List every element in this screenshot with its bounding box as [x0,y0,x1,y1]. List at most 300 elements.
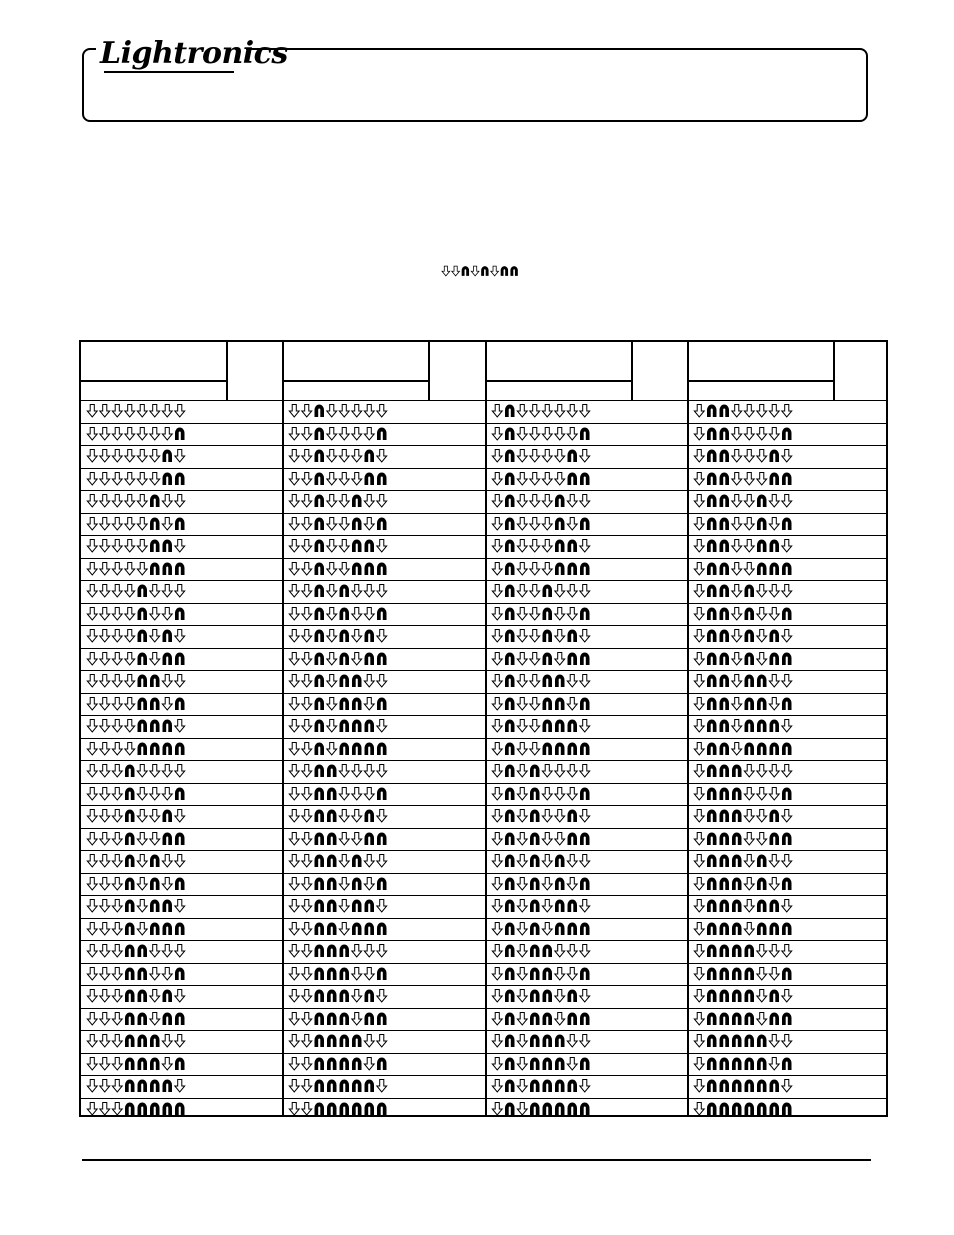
switch-up-icon [352,495,362,508]
switch-up-icon [505,630,515,643]
column-group-divider [282,342,284,1115]
switch-up-icon [732,787,742,800]
table-row-line [81,445,886,446]
down-arrow-icon [87,720,97,733]
down-arrow-icon [517,945,527,958]
switch-up-icon [580,652,590,665]
down-arrow-icon [542,765,552,778]
switch-up-icon [150,900,160,913]
switch-up-icon [744,990,754,1003]
down-arrow-icon [327,697,337,710]
down-arrow-icon [100,1057,110,1070]
down-arrow-icon [554,990,564,1003]
switch-up-icon [327,787,337,800]
switch-up-icon [719,517,729,530]
down-arrow-icon [87,405,97,418]
switch-up-icon [530,832,540,845]
down-arrow-icon [542,405,552,418]
switch-up-icon [757,540,767,553]
down-arrow-icon [542,472,552,485]
switch-up-icon [757,495,767,508]
down-arrow-icon [87,675,97,688]
switch-up-icon [138,720,148,733]
switch-up-icon [769,562,779,575]
down-arrow-icon [100,945,110,958]
down-arrow-icon [87,652,97,665]
down-arrow-icon [112,675,122,688]
down-arrow-icon [567,787,577,800]
switch-up-icon [315,877,325,890]
down-arrow-icon [492,922,502,935]
down-arrow-icon [125,585,135,598]
switch-up-icon [542,585,552,598]
switch-up-icon [505,877,515,890]
down-arrow-icon [694,630,704,643]
down-arrow-icon [744,427,754,440]
switch-up-icon [163,562,173,575]
switch-up-icon [315,652,325,665]
switch-up-icon [744,675,754,688]
down-arrow-icon [744,922,754,935]
down-arrow-icon [782,900,792,913]
down-arrow-icon [125,495,135,508]
down-arrow-icon [112,1057,122,1070]
switch-up-icon [580,832,590,845]
down-arrow-icon [175,720,185,733]
switch-up-icon [315,697,325,710]
switch-up-icon [163,922,173,935]
down-arrow-icon [757,405,767,418]
down-arrow-icon [377,450,387,463]
switch-up-icon [769,810,779,823]
down-arrow-icon [302,675,312,688]
dip-switch-code [693,561,793,577]
down-arrow-icon [125,742,135,755]
switch-up-icon [530,1035,540,1048]
switch-up-icon [580,1012,590,1025]
switch-up-icon [707,517,717,530]
down-arrow-icon [732,607,742,620]
switch-up-icon [567,630,577,643]
switch-up-icon [719,652,729,665]
down-arrow-icon [769,787,779,800]
down-arrow-icon [112,922,122,935]
down-arrow-icon [694,607,704,620]
switch-up-icon [732,832,742,845]
down-arrow-icon [290,967,300,980]
column-group-divider [687,342,689,1115]
switch-up-icon [505,1035,515,1048]
dip-switch-code [86,1078,186,1094]
dip-switch-code [491,876,591,892]
dip-switch-code [693,943,793,959]
down-arrow-icon [579,495,589,508]
dip-switch-code [693,538,793,554]
down-arrow-icon [757,607,767,620]
switch-up-icon [732,990,742,1003]
switch-up-icon [542,1080,552,1093]
switch-up-icon [125,787,135,800]
down-arrow-icon [302,1080,312,1093]
switch-up-icon [352,697,362,710]
switch-up-icon [175,1102,185,1115]
down-arrow-icon [579,1080,589,1093]
down-arrow-icon [290,427,300,440]
down-arrow-icon [517,810,527,823]
switch-up-icon [340,1012,350,1025]
down-arrow-icon [87,495,97,508]
down-arrow-icon [150,652,160,665]
down-arrow-icon [352,787,362,800]
switch-up-icon [315,967,325,980]
down-arrow-icon [365,607,375,620]
down-arrow-icon [769,765,779,778]
down-arrow-icon [87,742,97,755]
dip-switch-code [491,561,591,577]
dip-switch-code [288,741,388,757]
switch-up-icon [782,922,792,935]
down-arrow-icon [175,1080,185,1093]
dip-switch-code [693,403,793,419]
dip-switch-code [288,763,388,779]
switch-up-icon [125,922,135,935]
down-arrow-icon [290,697,300,710]
switch-up-icon [163,900,173,913]
down-arrow-icon [100,675,110,688]
dip-switch-code [491,988,591,1004]
down-arrow-icon [150,585,160,598]
dip-switch-code [693,696,793,712]
switch-up-icon [580,1102,590,1115]
down-arrow-icon [340,855,350,868]
switch-up-icon [707,945,717,958]
down-arrow-icon [492,450,502,463]
switch-up-icon [732,945,742,958]
dip-switch-code [491,943,591,959]
dip-switch-code [86,943,186,959]
table-cell [693,1101,793,1123]
dip-switch-code [491,673,591,689]
down-arrow-icon [175,900,185,913]
switch-up-icon [707,675,717,688]
down-arrow-icon [744,810,754,823]
switch-up-icon [707,900,717,913]
down-arrow-icon [782,1080,792,1093]
switch-up-icon [365,652,375,665]
switch-up-icon [719,945,729,958]
dip-switch-code [86,1033,186,1049]
switch-up-icon [530,922,540,935]
switch-up-icon [125,967,135,980]
down-arrow-icon [290,1102,300,1115]
down-arrow-icon [517,562,527,575]
down-arrow-icon [554,967,564,980]
header-subdivider [486,380,631,382]
down-arrow-icon [100,607,110,620]
dip-switch-code [693,1056,793,1072]
dip-switch-code [288,651,388,667]
down-arrow-icon [377,1035,387,1048]
down-arrow-icon [567,855,577,868]
down-arrow-icon [782,675,792,688]
dip-switch-code [693,853,793,869]
down-arrow-icon [542,832,552,845]
switch-up-icon [707,1012,717,1025]
switch-up-icon [365,922,375,935]
switch-up-icon [315,855,325,868]
switch-up-icon [150,720,160,733]
down-arrow-icon [579,405,589,418]
down-arrow-icon [492,832,502,845]
dip-switch-code [491,718,591,734]
switch-up-icon [150,1080,160,1093]
switch-up-icon [125,990,135,1003]
switch-up-icon [757,855,767,868]
switch-up-icon [377,967,387,980]
down-arrow-icon [112,1080,122,1093]
down-arrow-icon [302,562,312,575]
down-arrow-icon [100,427,110,440]
down-arrow-icon [327,450,337,463]
dip-switch-code [693,628,793,644]
switch-up-icon [175,472,185,485]
down-arrow-icon [290,720,300,733]
switch-up-icon [315,630,325,643]
down-arrow-icon [471,266,479,276]
switch-up-icon [505,855,515,868]
switch-up-icon [340,607,350,620]
switch-up-icon [150,1035,160,1048]
switch-up-icon [719,472,729,485]
switch-up-icon [555,1035,565,1048]
switch-up-icon [567,540,577,553]
down-arrow-icon [517,900,527,913]
down-arrow-icon [137,810,147,823]
switch-up-icon [719,720,729,733]
switch-up-icon [365,742,375,755]
switch-up-icon [530,765,540,778]
down-arrow-icon [517,675,527,688]
down-arrow-icon [529,607,539,620]
switch-up-icon [352,720,362,733]
down-arrow-icon [694,562,704,575]
switch-up-icon [125,810,135,823]
switch-up-icon [744,742,754,755]
down-arrow-icon [100,540,110,553]
down-arrow-icon [757,1012,767,1025]
down-arrow-icon [732,742,742,755]
switch-up-icon [377,877,387,890]
switch-up-icon [769,742,779,755]
down-arrow-icon [112,832,122,845]
down-arrow-icon [769,877,779,890]
switch-up-icon [505,697,515,710]
down-arrow-icon [732,405,742,418]
down-arrow-icon [100,585,110,598]
switch-up-icon [744,1102,754,1115]
down-arrow-icon [175,540,185,553]
down-arrow-icon [175,810,185,823]
switch-up-icon [555,517,565,530]
dip-switch-code [693,988,793,1004]
down-arrow-icon [327,720,337,733]
switch-up-icon [757,1102,767,1115]
down-arrow-icon [302,1012,312,1025]
down-arrow-icon [302,697,312,710]
down-arrow-icon [175,945,185,958]
switch-up-icon [769,922,779,935]
down-arrow-icon [567,675,577,688]
down-arrow-icon [732,540,742,553]
switch-up-icon [757,877,767,890]
down-arrow-icon [150,990,160,1003]
down-arrow-icon [554,427,564,440]
switch-up-icon [505,990,515,1003]
down-arrow-icon [352,450,362,463]
down-arrow-icon [290,810,300,823]
switch-up-icon [567,742,577,755]
down-arrow-icon [340,765,350,778]
down-arrow-icon [290,630,300,643]
switch-up-icon [315,405,325,418]
switch-up-icon [315,1012,325,1025]
switch-up-icon [125,877,135,890]
switch-up-icon [315,495,325,508]
switch-up-icon [377,562,387,575]
down-arrow-icon [529,742,539,755]
down-arrow-icon [302,720,312,733]
down-arrow-icon [302,967,312,980]
down-arrow-icon [757,765,767,778]
down-arrow-icon [87,585,97,598]
down-arrow-icon [352,652,362,665]
down-arrow-icon [100,787,110,800]
switch-up-icon [567,1102,577,1115]
dip-switch-code [288,1056,388,1072]
switch-up-icon [125,1102,135,1115]
dip-switch-code [693,426,793,442]
switch-up-icon [175,877,185,890]
dip-switch-code [491,763,591,779]
switch-up-icon [757,922,767,935]
down-arrow-icon [529,450,539,463]
down-arrow-icon [365,1057,375,1070]
table-row-line [81,895,886,896]
header-divider [833,342,835,400]
dip-switch-code [491,898,591,914]
switch-up-icon [707,720,717,733]
switch-up-icon [757,900,767,913]
down-arrow-icon [340,877,350,890]
down-arrow-icon [579,675,589,688]
down-arrow-icon [175,765,185,778]
switch-up-icon [175,742,185,755]
down-arrow-icon [567,697,577,710]
switch-up-icon [340,1057,350,1070]
down-arrow-icon [365,877,375,890]
switch-up-icon [150,855,160,868]
dip-switch-code [86,921,186,937]
dip-switch-code [491,808,591,824]
switch-up-icon [163,1012,173,1025]
switch-up-icon [782,472,792,485]
dip-switch-code [288,786,388,802]
switch-up-icon [327,1012,337,1025]
switch-up-icon [719,630,729,643]
switch-up-icon [542,607,552,620]
down-arrow-icon [694,900,704,913]
down-arrow-icon [694,517,704,530]
down-arrow-icon [290,1057,300,1070]
down-arrow-icon [175,675,185,688]
dip-switch-code [86,493,186,509]
dip-switch-code [693,1078,793,1094]
switch-up-icon [505,585,515,598]
switch-up-icon [567,922,577,935]
dip-switch-code [288,966,388,982]
down-arrow-icon [302,945,312,958]
switch-up-icon [707,832,717,845]
table-row-line [81,1053,886,1054]
down-arrow-icon [529,720,539,733]
down-arrow-icon [744,877,754,890]
down-arrow-icon [290,562,300,575]
down-arrow-icon [162,945,172,958]
switch-up-icon [365,990,375,1003]
switch-up-icon [365,540,375,553]
down-arrow-icon [732,472,742,485]
switch-up-icon [782,742,792,755]
down-arrow-icon [100,1080,110,1093]
down-arrow-icon [492,967,502,980]
down-arrow-icon [694,945,704,958]
down-arrow-icon [87,877,97,890]
switch-up-icon [150,495,160,508]
switch-up-icon [138,630,148,643]
switch-up-icon [365,810,375,823]
down-arrow-icon [492,607,502,620]
switch-up-icon [377,697,387,710]
switch-up-icon [530,990,540,1003]
down-arrow-icon [327,652,337,665]
down-arrow-icon [340,540,350,553]
switch-up-icon [782,787,792,800]
down-arrow-icon [579,1035,589,1048]
switch-up-icon [501,266,508,276]
switch-up-icon [707,607,717,620]
switch-up-icon [163,1080,173,1093]
switch-up-icon [377,922,387,935]
down-arrow-icon [87,1080,97,1093]
switch-up-icon [542,720,552,733]
switch-up-icon [707,472,717,485]
down-arrow-icon [769,607,779,620]
down-arrow-icon [112,450,122,463]
down-arrow-icon [377,405,387,418]
switch-up-icon [580,517,590,530]
dip-switch-code [86,1101,186,1117]
down-arrow-icon [112,585,122,598]
switch-up-icon [719,765,729,778]
table-row-line [81,828,886,829]
down-arrow-icon [125,450,135,463]
down-arrow-icon [769,405,779,418]
switch-up-icon [352,1080,362,1093]
down-arrow-icon [137,765,147,778]
down-arrow-icon [377,540,387,553]
down-arrow-icon [491,266,499,276]
down-arrow-icon [567,1057,577,1070]
